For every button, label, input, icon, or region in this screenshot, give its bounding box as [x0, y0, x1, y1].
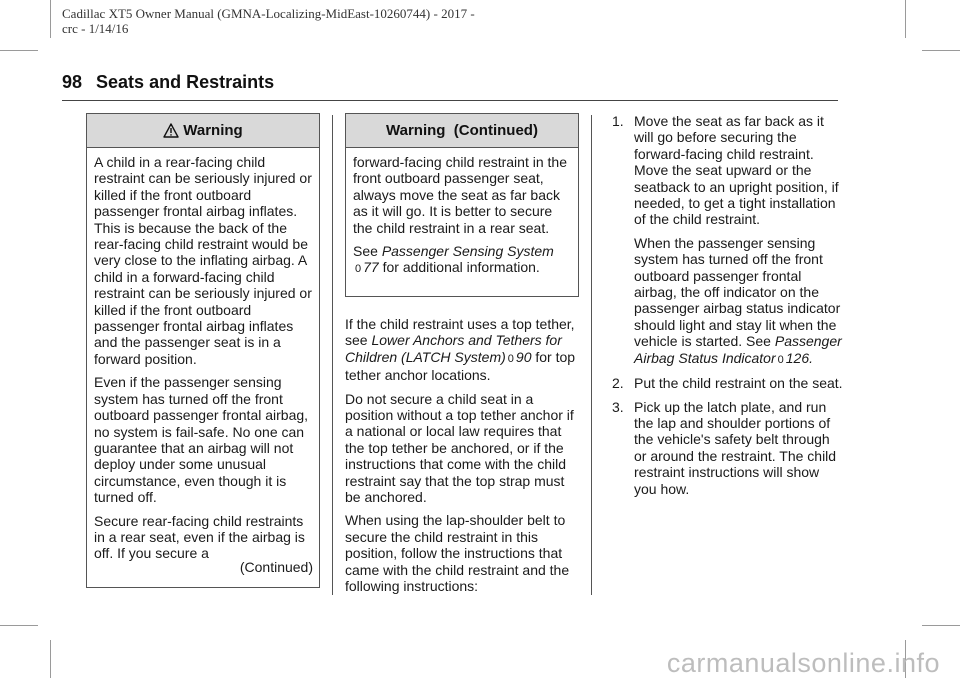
crop-mark: [0, 625, 38, 626]
crop-mark: [922, 625, 960, 626]
step-text: Put the child restraint on the seat.: [634, 375, 843, 392]
warning-title: Warning: [183, 122, 243, 139]
column-divider: [332, 115, 333, 595]
reference-link[interactable]: Passenger Airbag Status Indicator: [634, 333, 842, 366]
body-paragraph: Do not secure a child seat in a position without a top tether anchor if a national or local law requires that the top tether be anchored, or if the instructions that come with the child restraint say that the top strap must be anchored.: [345, 390, 574, 506]
warning-triangle-icon: [163, 123, 179, 138]
tether-paragraph: If the child restraint uses a top tether, see Lower Anchors and Tethers for Children (LATCH System) 0 90 for top tether anchor locations.: [345, 316, 576, 384]
running-head: [62, 72, 274, 93]
document-header: [62, 6, 475, 36]
header-rule: [62, 100, 838, 101]
warning-body: [87, 148, 319, 579]
crop-mark: [922, 50, 960, 51]
step-number: 3.: [612, 398, 624, 415]
warning-continued-title-bar: [346, 114, 578, 148]
warning-paragraph: Even if the passenger sensing system has turned off the front outboard passenger frontal airbag, no system is fail-safe. No one can guarantee that an airbag will not deploy under some unusual circumstance, even though it is turned off.: [94, 374, 309, 506]
crop-mark: [0, 50, 38, 51]
body-paragraph: When using the lap-shoulder belt to secure the child restraint in this position, follow the instructions that came with the child restraint and the following instructions:: [345, 512, 570, 595]
see-reference: See Passenger Sensing System 0 77 for additional information.: [353, 243, 554, 276]
middle-text-column: [345, 316, 580, 602]
page-ref-icon: 0: [355, 263, 362, 276]
page-ref-number[interactable]: 77: [363, 259, 379, 276]
warning-paragraph: Secure rear-facing child restraints in a rear seat, even if the airbag is off. If you secure a: [94, 512, 305, 562]
warning-continued-title: Warning (Continued): [386, 122, 538, 139]
page-ref-number[interactable]: 126.: [785, 349, 814, 366]
section-title: Seats and Restraints: [96, 72, 275, 92]
warning-paragraph: A child in a rear-facing child restraint can be seriously injured or killed if the front outboard passenger frontal airbag inflates. This is because the back of the rear-facing child restraint would be very close to the inflating airbag. A child in a forward-facing child restraint can be seriously injured or killed if the front outboard passenger frontal airbag inflates and the passenger seat is in a forward position.: [94, 154, 312, 367]
warning-continued-body: [346, 148, 578, 282]
watermark: carmanualsonline.info: [666, 648, 940, 678]
header-line-2: crc - 1/14/16: [62, 21, 129, 36]
step-number: 2.: [612, 375, 624, 392]
warning-continued-paragraph: forward-facing child restraint in the front outboard passenger seat, always move the seat as far back as it will go. It is better to secure the child restraint in a rear seat.: [353, 154, 567, 236]
step-number: 1.: [612, 113, 624, 129]
step-item: [612, 375, 844, 391]
step-text: Pick up the latch plate, and run the lap and shoulder portions of the vehicle's safety belt through or around the restraint. The child restraint instructions will show you how.: [634, 398, 837, 497]
column-divider: [591, 115, 592, 595]
steps-list: [612, 113, 844, 497]
crop-mark: [50, 0, 51, 38]
page-number: 98: [62, 72, 83, 92]
step-text: Move the seat as far back as it will go before securing the forward-facing child restraint. Move the seat upward or the seatback to an upright position, if needed, to get a tight installation of the child restraint.: [634, 113, 839, 228]
steps-column: [612, 113, 844, 504]
warning-continued-box: [345, 113, 579, 297]
page-ref-icon: 0: [777, 353, 784, 366]
warning-title-bar: [87, 114, 319, 148]
warning-box: [86, 113, 320, 588]
reference-link[interactable]: Lower Anchors and Tethers for Children (LATCH System): [345, 332, 562, 365]
page-ref-number[interactable]: 90: [515, 348, 532, 365]
page-ref-icon: 0: [507, 352, 514, 365]
step-item: [612, 399, 844, 497]
step-item: [612, 113, 844, 368]
crop-mark: [50, 640, 51, 678]
crop-mark: [905, 0, 906, 38]
header-line-1: Cadillac XT5 Owner Manual (GMNA-Localizing-MidEast-10260744) - 2017 -: [62, 6, 475, 21]
reference-link[interactable]: Passenger Sensing System: [381, 243, 554, 260]
step-note: When the passenger sensing system has turned off the front outboard passenger frontal airbag, the off indicator on the passenger airbag status indicator should light and stay lit when the vehicle is started. See Passenger Airbag Status Indicator 0 126.: [634, 234, 842, 366]
continued-label: (Continued): [239, 558, 313, 575]
